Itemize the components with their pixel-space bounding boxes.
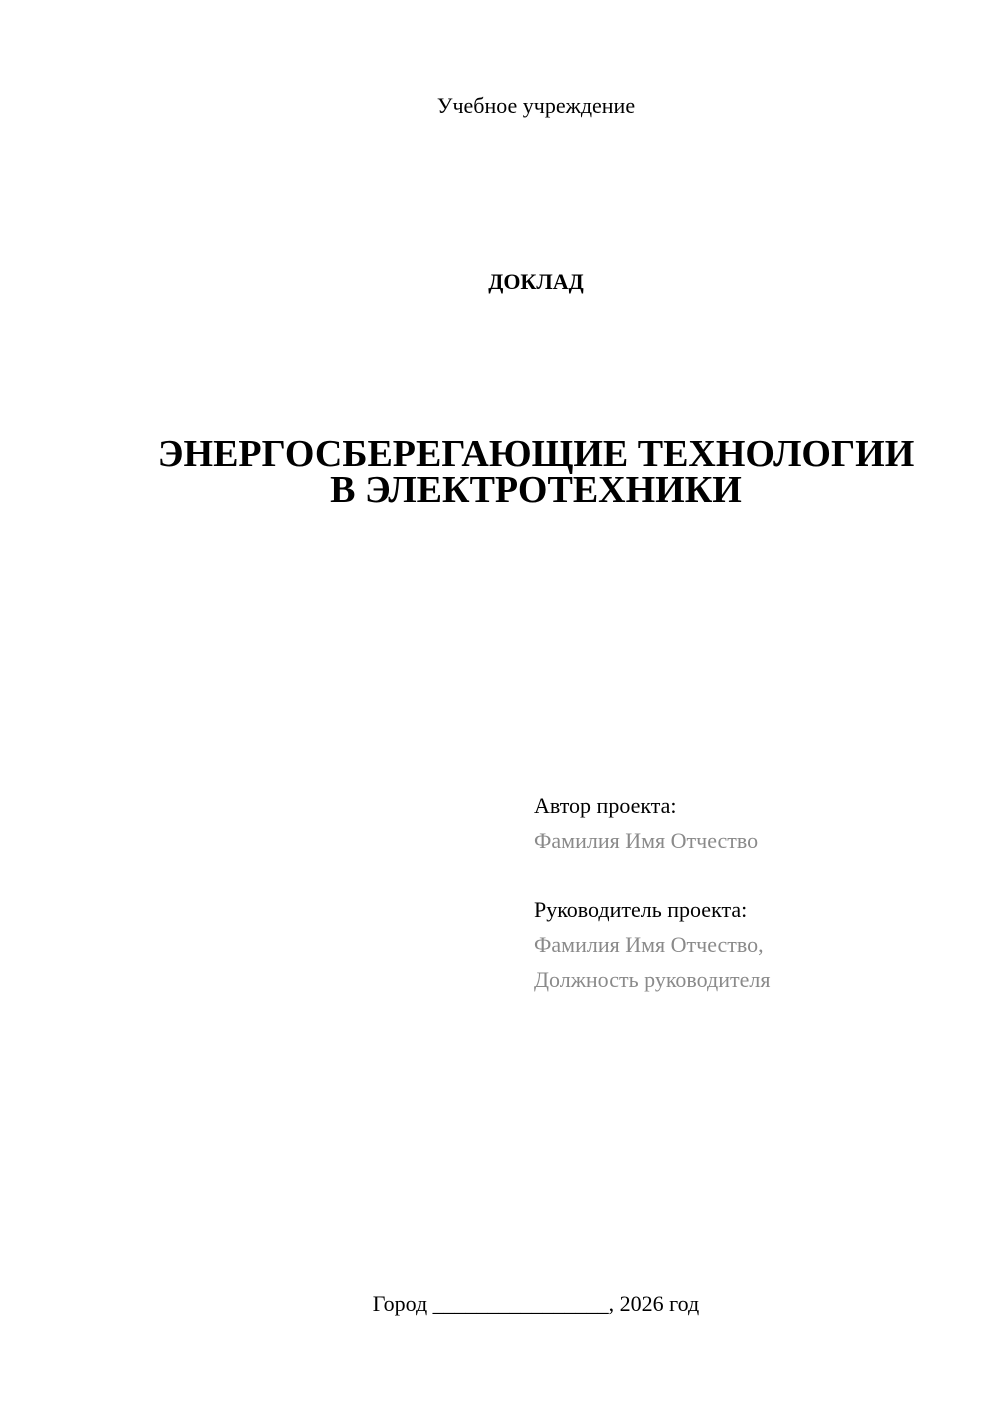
supervisor-label: Руководитель проекта:	[534, 897, 748, 922]
author-name: Фамилия Имя Отчество	[534, 828, 759, 853]
project-credits	[534, 788, 974, 997]
title-line-1: ЭНЕРГОСБЕРЕГАЮЩИЕ ТЕХНОЛОГИИ	[157, 433, 915, 475]
document-title	[140, 433, 932, 511]
city-year-line: Город ________________, 2026 год	[372, 1291, 700, 1316]
document-type: ДОКЛАД	[488, 269, 584, 294]
supervisor-position: Должность руководителя	[534, 967, 771, 992]
title-line-2: В ЭЛЕКТРОТЕХНИКИ	[330, 469, 742, 511]
author-label: Автор проекта:	[534, 793, 677, 818]
supervisor-name: Фамилия Имя Отчество,	[534, 932, 764, 957]
credits-spacer	[534, 858, 974, 892]
institution-name: Учебное учреждение	[436, 93, 636, 118]
